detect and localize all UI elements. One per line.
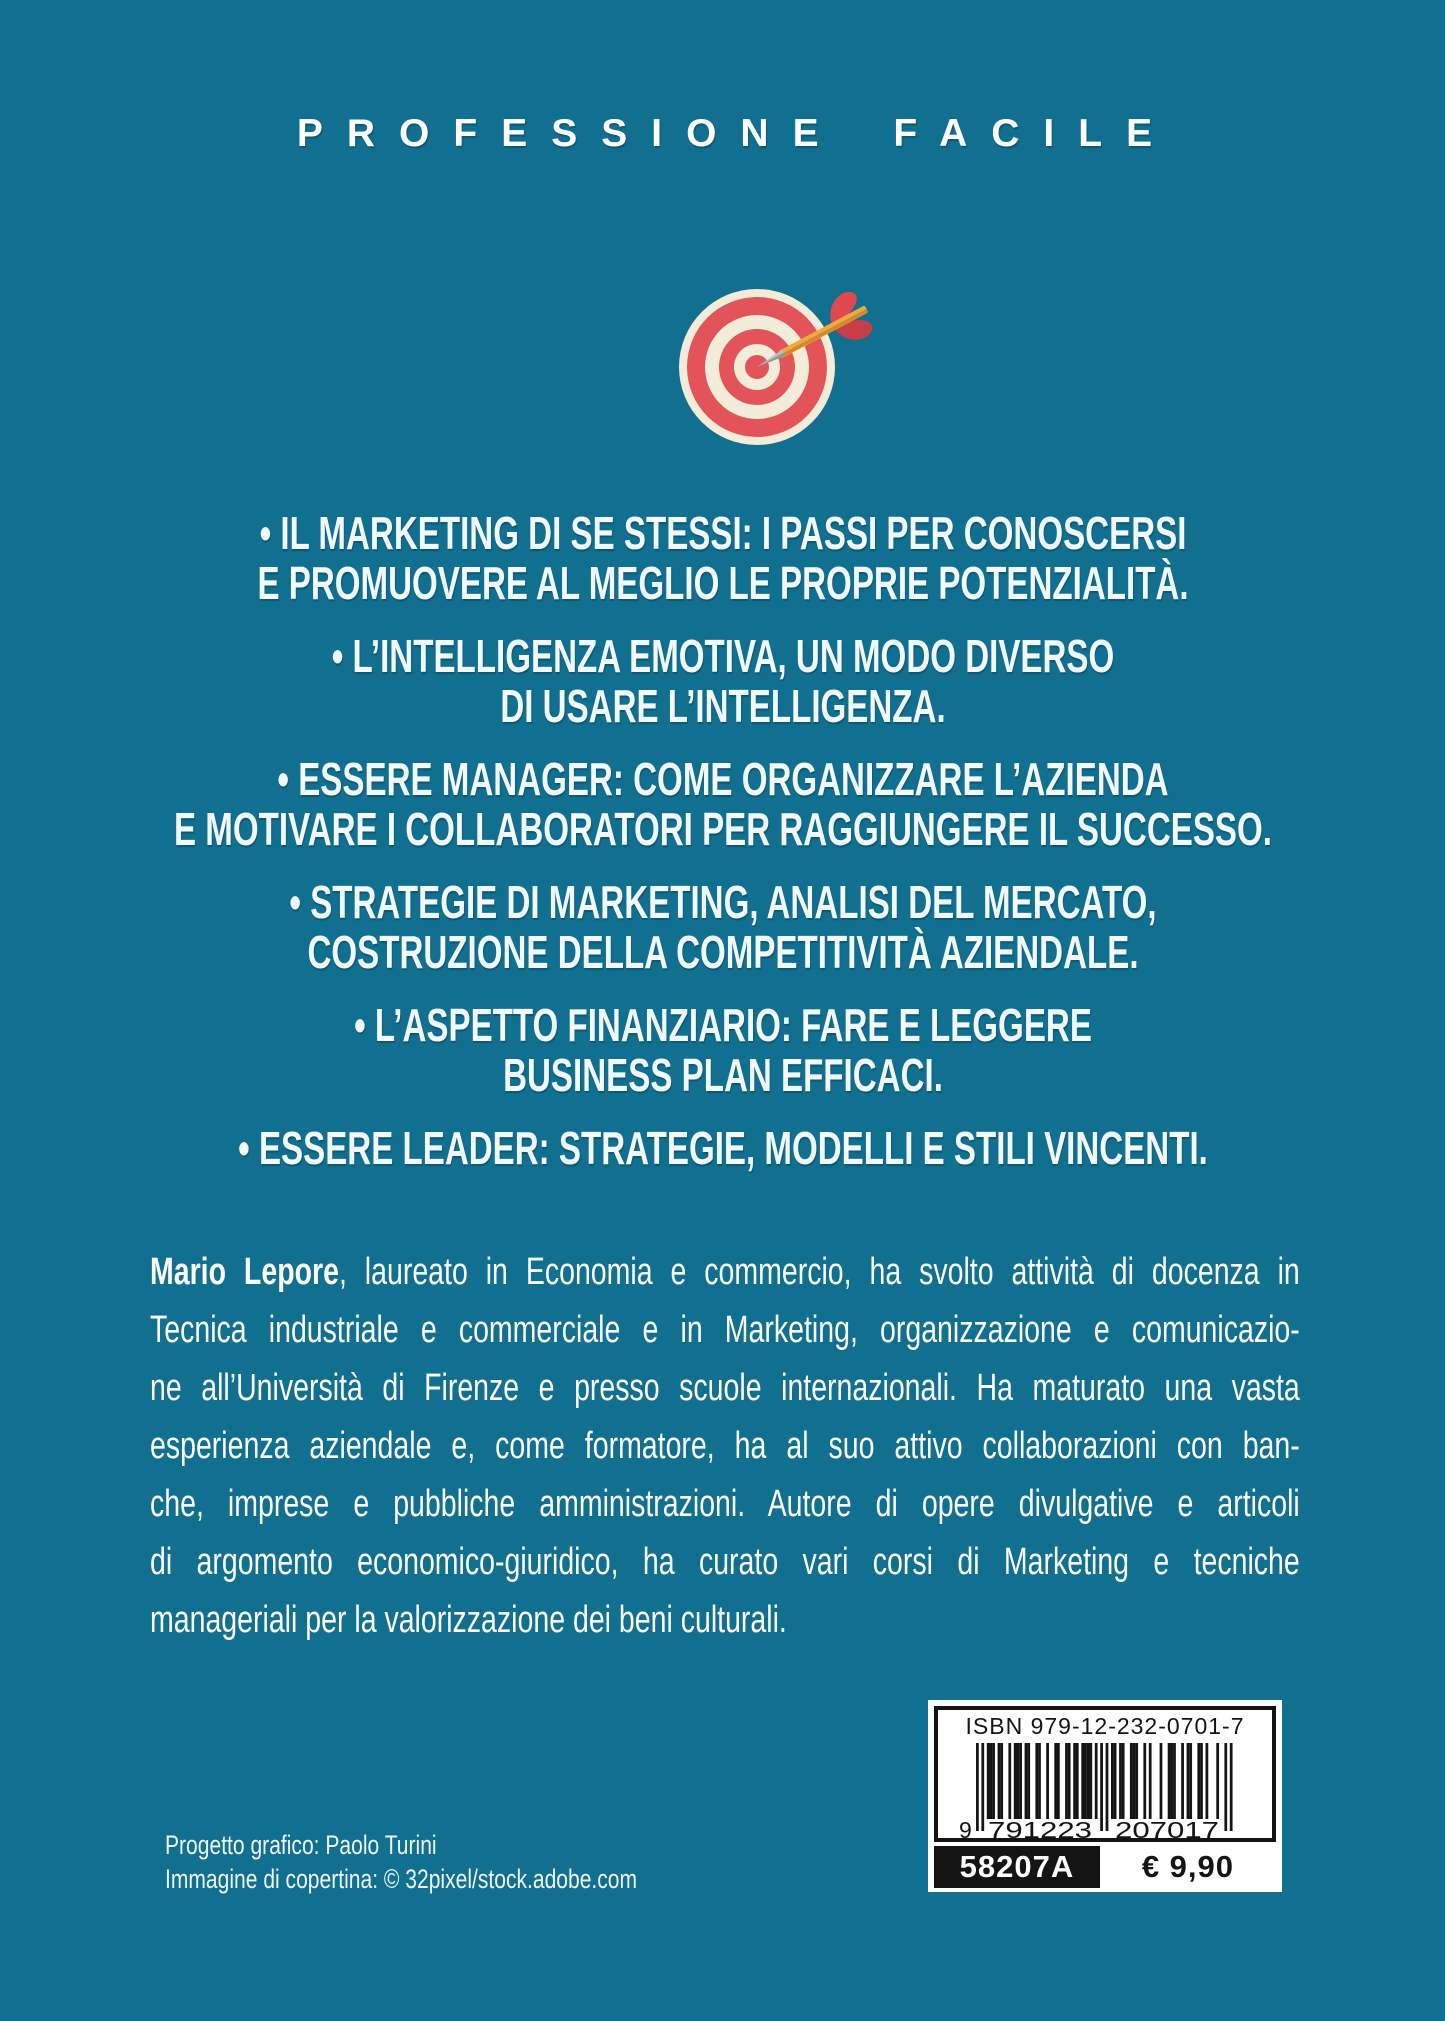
bio-line: ne all’Università di Firenze e presso scuole internazionali. Ha maturato una vasta — [150, 1367, 1300, 1409]
bullet-line: • L’ASPETTO FINANZIARIO: FARE E LEGGERE — [353, 999, 1092, 1051]
bullet-item — [161, 754, 1284, 854]
bullet-line: BUSINESS PLAN EFFICACI. — [502, 1049, 943, 1101]
bullet-line: DI USARE L’INTELLIGENZA. — [499, 680, 946, 732]
bullet-line: E MOTIVARE I COLLABORATORI PER RAGGIUNGERE IL SUCCESSO. — [173, 803, 1272, 855]
isbn-label: ISBN 979-12-232-0701-7 — [965, 1713, 1245, 1739]
barcode-panel — [928, 1700, 1282, 1892]
author-name: Mario Lepore — [150, 1251, 339, 1293]
series-title: PROFESSIONE FACILE — [296, 112, 1177, 155]
barcode-frame — [934, 1706, 1276, 1842]
credit-cover-image-line: Immagine di copertina: © 32pixel/stock.adobe.com — [165, 1864, 638, 1894]
price-label: € 9,90 — [1100, 1846, 1276, 1888]
bullet-line: • IL MARKETING DI SE STESSI: I PASSI PER CONOSCERSI — [259, 507, 1186, 559]
bullet-line: • STRATEGIE DI MARKETING, ANALISI DEL MERCATO, — [288, 876, 1157, 928]
bio-line: manageriali per la valorizzazione dei beni culturali. — [150, 1599, 787, 1641]
product-code-badge: 58207A — [934, 1846, 1100, 1888]
author-bio — [150, 1243, 1300, 1649]
barcode-digit-lead: 9 — [959, 1817, 972, 1841]
barcode-digits-group2: 207017 — [1115, 1817, 1219, 1841]
credits — [165, 1828, 867, 1896]
bullet-line: E PROMUOVERE AL MEGLIO LE PROPRIE POTENZIALITÀ. — [256, 557, 1189, 609]
bio-line: esperienza aziendale e, come formatore, ha al suo attivo collaborazioni con ban- — [150, 1425, 1300, 1467]
barcode-strip — [934, 1846, 1276, 1888]
bullet-item — [161, 1123, 1284, 1173]
bullet-line: • ESSERE LEADER: STRATEGIE, MODELLI E STILI VINCENTI. — [237, 1122, 1208, 1174]
credit-design-line: Progetto grafico: Paolo Turini — [165, 1830, 437, 1860]
bio-line — [150, 1243, 1300, 1301]
bio-line: Tecnica industriale e commerciale e in Marketing, organizzazione e comunicazio- — [150, 1309, 1300, 1351]
bio-line-text: , laureato in Economia e commercio, ha svolto attività di docenza in — [338, 1251, 1300, 1293]
bullet-item — [161, 1000, 1284, 1100]
bullet-list — [161, 508, 1284, 1196]
barcode-icon — [955, 1741, 1255, 1841]
bullet-item — [161, 877, 1284, 977]
bullet-item — [161, 508, 1284, 608]
bio-line: che, imprese e pubbliche amministrazioni. Autore di opere divulgative e articoli — [150, 1483, 1300, 1525]
bullet-item — [161, 631, 1284, 731]
barcode-digits-group1: 791223 — [988, 1817, 1092, 1841]
bullet-line: COSTRUZIONE DELLA COMPETITIVITÀ AZIENDALE. — [306, 926, 1139, 978]
bio-line: di argomento economico-giuridico, ha curato vari corsi di Marketing e tecniche — [150, 1541, 1300, 1583]
target-dart-icon — [650, 280, 880, 465]
bullet-line: • L’INTELLIGENZA EMOTIVA, UN MODO DIVERSO — [331, 630, 1114, 682]
bullet-line: • ESSERE MANAGER: COME ORGANIZZARE L’AZIENDA — [276, 753, 1169, 805]
